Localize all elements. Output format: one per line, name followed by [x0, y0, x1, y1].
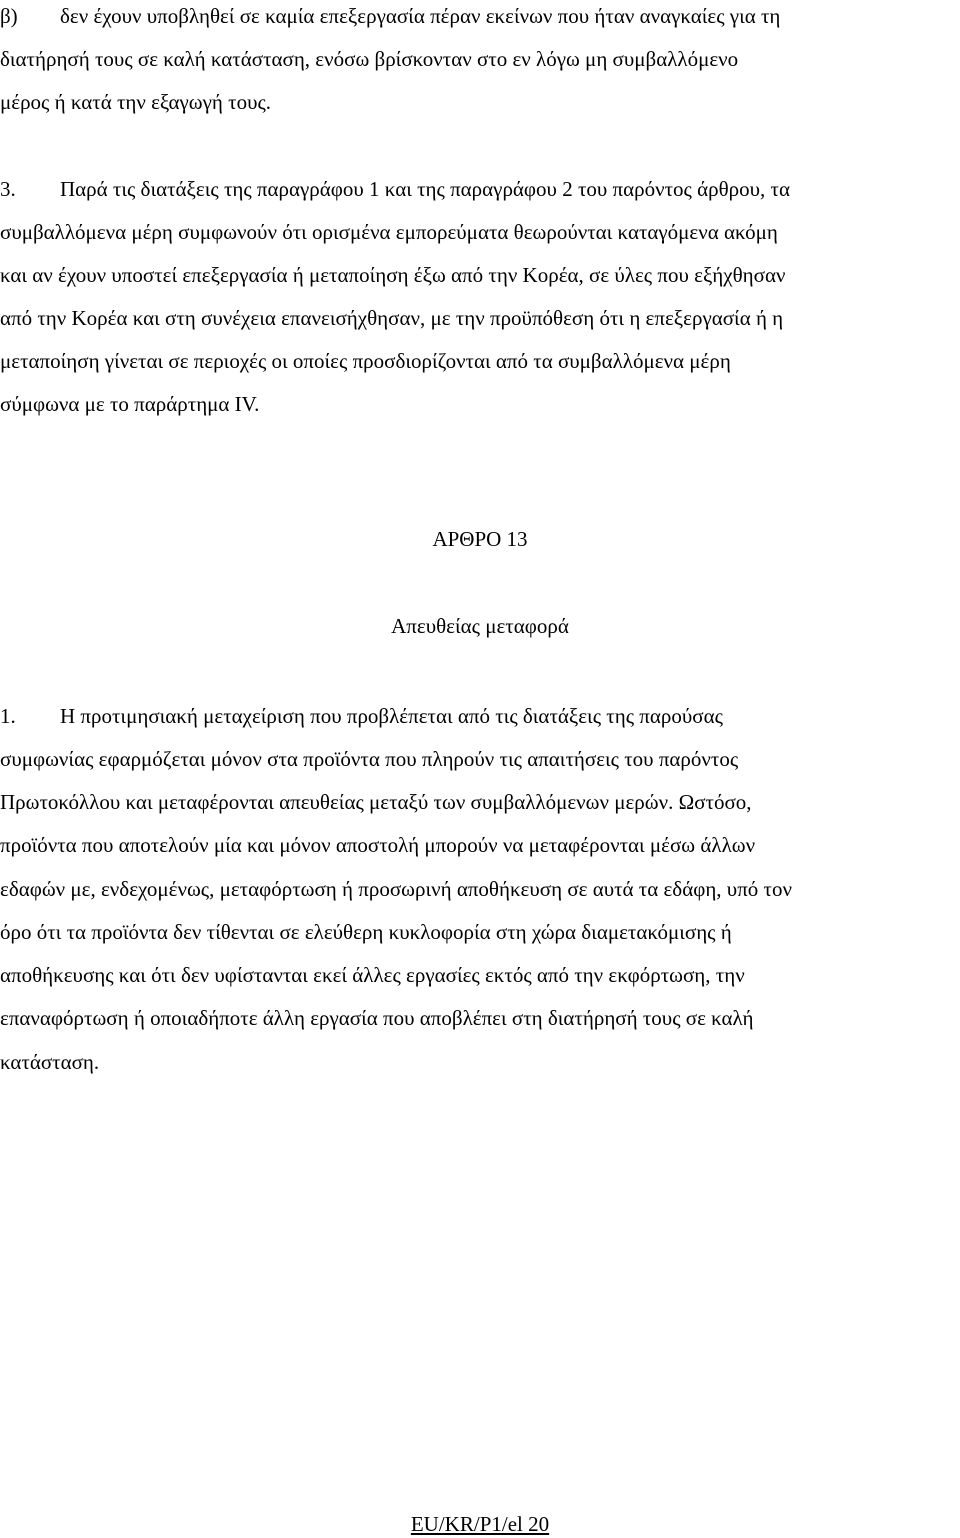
article-heading: ΑΡΘΡΟ 13: [432, 527, 528, 551]
paragraph-1-line: Πρωτοκόλλου και μεταφέρονται απευθείας μεταξύ των συμβαλλόμενων μερών. Ωστόσο,: [0, 790, 752, 814]
paragraph-1-line: εδαφών με, ενδεχομένως, μεταφόρτωση ή προσωρινή αποθήκευση σε αυτά τα εδάφη, υπό τον: [0, 877, 792, 901]
paragraph-1-line: προϊόντα που αποτελούν μία και μόνον αποστολή μπορούν να μεταφέρονται μέσω άλλων: [0, 833, 756, 857]
paragraph-b-marker: β): [0, 4, 18, 28]
paragraph-1-line: συμφωνίας εφαρμόζεται μόνον στα προϊόντα που πληρούν τις απαιτήσεις του παρόντος: [0, 747, 739, 771]
page-footer: [0, 1510, 960, 1538]
paragraph-3-line: σύμφωνα με το παράρτημα IV.: [0, 392, 260, 416]
paragraph-3-line: από την Κορέα και στη συνέχεια επανεισήχθησαν, με την προϋπόθεση ότι η επεξεργασία ή η: [0, 306, 784, 330]
paragraph-1-marker: 1.: [0, 704, 16, 728]
paragraph-1-line: αποθήκευσης και ότι δεν υφίστανται εκεί άλλες εργασίες εκτός από την εκφόρτωση, την: [0, 963, 745, 987]
paragraph-3-line: μεταποίηση γίνεται σε περιοχές οι οποίες προσδιορίζονται από τα συμβαλλόμενα μέρη: [0, 349, 731, 373]
paragraph-3-line: συμβαλλόμενα μέρη συμφωνούν ότι ορισμένα εμπορεύματα θεωρούνται καταγόμενα ακόμη: [0, 220, 778, 244]
paragraph-1-line: επαναφόρτωση ή οποιαδήποτε άλλη εργασία που αποβλέπει στη διατήρησή τους σε καλή: [0, 1006, 754, 1030]
article-title: Απευθείας μεταφορά: [391, 614, 569, 638]
paragraph-1-line: κατάσταση.: [0, 1050, 100, 1074]
paragraph-3-line: Παρά τις διατάξεις της παραγράφου 1 και της παραγράφου 2 του παρόντος άρθρου, τα: [60, 177, 790, 201]
document-reference: EU/KR/P1/el 20: [410, 1512, 550, 1536]
paragraph-3-marker: 3.: [0, 177, 16, 201]
paragraph-b-line: μέρος ή κατά την εξαγωγή τους.: [0, 90, 272, 114]
paragraph-1-line: Η προτιμησιακή μεταχείριση που προβλέπεται από τις διατάξεις της παρούσας: [60, 704, 723, 728]
paragraph-b-line: δεν έχουν υποβληθεί σε καμία επεξεργασία πέραν εκείνων που ήταν αναγκαίες για τη: [60, 4, 781, 28]
paragraph-1-line: όρο ότι τα προϊόντα δεν τίθενται σε ελεύθερη κυκλοφορία στη χώρα διαμετακόμισης ή: [0, 920, 732, 944]
paragraph-b-line: διατήρησή τους σε καλή κατάσταση, ενόσω βρίσκονταν στο εν λόγω μη συμβαλλόμενο: [0, 47, 739, 71]
paragraph-3-line: και αν έχουν υποστεί επεξεργασία ή μεταποίηση έξω από την Κορέα, σε ύλες που εξήχθησαν: [0, 263, 786, 287]
